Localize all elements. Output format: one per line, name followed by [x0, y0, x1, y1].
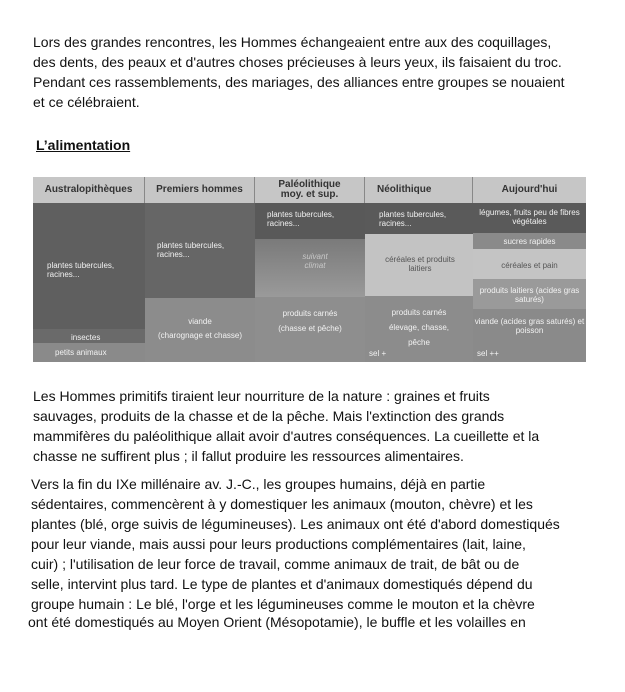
text-line: chasse ne suffirent plus ; il fallut produire les ressources alimentaires.	[33, 448, 464, 464]
paleolithique-plantes: plantes tubercules, racines...	[267, 210, 335, 228]
header-australopitheques: Australopithèques	[33, 177, 145, 203]
text-line: pour leur viande, mais aussi pour leurs productions complémentaires (lait, laine,	[31, 536, 526, 552]
text-line: groupe humain : Le blé, l'orge et les légumineuses comme le mouton et la chèvre	[31, 596, 535, 612]
header-aujourdhui: Aujourd'hui	[473, 177, 586, 203]
text-line: Vers la fin du IXe millénaire av. J.-C., les groupes humains, déjà en partie	[31, 476, 486, 492]
text-line: des dents, des peaux et d'autres choses précieuses à leurs yeux, ils faisaient du troc.	[33, 54, 562, 70]
paragraph-primitive-food	[33, 386, 539, 466]
paragraph-regions	[28, 612, 526, 632]
aujourdhui-viande: viande (acides gras saturés) et poisson	[474, 317, 585, 335]
section-heading: L’alimentation	[36, 137, 131, 153]
aujourdhui-laitiers: produits laitiers (acides gras saturés)	[479, 286, 580, 304]
australopitheques-insectes: insectes	[71, 333, 101, 342]
neolithique-carnes-sub1: élevage, chasse,	[388, 323, 450, 332]
aujourdhui-sel: sel ++	[477, 349, 499, 358]
text-line: Pendant ces rassemblements, des mariages, des alliances entre groupes se nouaient	[33, 74, 565, 90]
text-line: sauvages, produits de la chasse et de la pêche. Mais l'extinction des grands	[33, 408, 505, 424]
aujourdhui-sucres: sucres rapides	[503, 237, 556, 246]
text-line: et ce célébraient.	[33, 94, 140, 110]
premiers-hommes-viande-sub: (charognage et chasse)	[157, 331, 243, 340]
paleolithique-carnes: produits carnés	[282, 309, 338, 318]
paleolithique-carnes-sub: (chasse et pêche)	[278, 324, 342, 333]
australopitheques-animaux: petits animaux	[55, 348, 107, 357]
diet-evolution-table	[33, 177, 586, 362]
aujourdhui-cereales: céréales et pain	[501, 261, 558, 270]
neolithique-carnes-sub2: pêche	[408, 338, 430, 347]
text-line: ont été domestiqués au Moyen Orient (Mésopotamie), le buffle et les volailles en	[28, 614, 526, 630]
text-line: mammifères du paléolithique allait avoir d'autres conséquences. La cueillette et la	[33, 428, 540, 444]
header-premiers-hommes: Premiers hommes	[145, 177, 255, 203]
paragraph-domestication	[31, 474, 560, 614]
header-neolithique: Néolithique	[365, 177, 473, 203]
intro-paragraph	[33, 32, 565, 112]
premiers-hommes-plantes: plantes tubercules, racines...	[157, 241, 225, 259]
premiers-hommes-viande: viande	[188, 317, 212, 326]
text-line: cuir) ; l'utilisation de leur force de travail, comme animaux de trait, de bât ou de	[31, 556, 520, 572]
text-line: selle, intervint plus tard. Le type de plantes et d'animaux domestiqués dépend du	[31, 576, 533, 592]
aujourdhui-legumes: légumes, fruits peu de fibres végétales	[479, 208, 580, 226]
australopitheques-plantes: plantes tubercules, racines...	[47, 261, 115, 279]
text-line: Lors des grandes rencontres, les Hommes échangeaient entre aux des coquillages,	[33, 34, 552, 50]
neolithique-carnes: produits carnés	[391, 308, 447, 317]
text-line: plantes (blé, orge suivis de légumineuses). Les animaux ont été d'abord domestiqués	[31, 516, 560, 532]
text-line: Les Hommes primitifs tiraient leur nourriture de la nature : graines et fruits	[33, 388, 490, 404]
text-line: sédentaires, commencèrent à y domestiquer les animaux (mouton, chèvre) et les	[31, 496, 533, 512]
neolithique-sel: sel +	[369, 349, 387, 358]
neolithique-plantes: plantes tubercules, racines...	[379, 210, 447, 228]
premiers-hommes-viande-area	[145, 298, 255, 362]
neolithique-cereales: céréales et produits laitiers	[385, 255, 455, 273]
paleolithique-climat: suivant climat	[302, 252, 328, 270]
header-paleolithique: Paléolithique moy. et sup.	[255, 177, 365, 203]
